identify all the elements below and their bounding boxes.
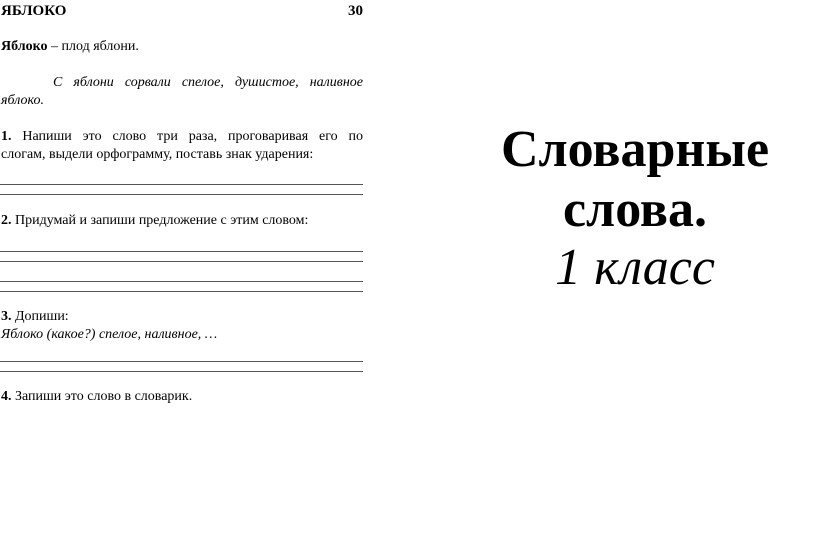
task-4-number: 4. bbox=[1, 389, 12, 404]
definition bbox=[1, 38, 363, 56]
task-1-text: Напиши это слово три раза, проговаривая его по bbox=[11, 129, 363, 144]
title-block bbox=[470, 120, 800, 296]
answer-line bbox=[0, 361, 363, 362]
title-line-3: 1 класс bbox=[555, 239, 715, 296]
task-3-text: Допиши: bbox=[11, 309, 69, 324]
answer-line bbox=[0, 281, 363, 282]
answer-line bbox=[0, 371, 363, 372]
example-line-2: яблоко. bbox=[1, 93, 44, 108]
task-1-line-2: слогам, выдели орфограмму, поставь знак ударения: bbox=[1, 147, 314, 162]
example-line-1: С яблони сорвали спелое, душистое, наливное bbox=[53, 75, 363, 90]
answer-line bbox=[0, 184, 363, 185]
worksheet-page bbox=[0, 0, 364, 537]
task-1-line-1 bbox=[1, 128, 363, 146]
task-3-prompt: Яблоко (какое?) спелое, наливное, … bbox=[1, 327, 218, 342]
entry-word: ЯБЛОКО bbox=[1, 3, 67, 19]
task-2 bbox=[1, 212, 363, 230]
task-4 bbox=[1, 388, 363, 406]
definition-text: – плод яблони. bbox=[47, 39, 139, 54]
definition-term: Яблоко bbox=[1, 39, 48, 54]
answer-line bbox=[0, 261, 363, 262]
task-3-number: 3. bbox=[1, 309, 12, 324]
answer-line bbox=[0, 291, 363, 292]
page-header bbox=[1, 3, 363, 23]
answer-line bbox=[0, 251, 363, 252]
task-2-number: 2. bbox=[1, 213, 12, 228]
task-3 bbox=[1, 308, 363, 326]
answer-line bbox=[0, 194, 363, 195]
title-line-1: Словарные bbox=[500, 121, 770, 178]
page-number: 30 bbox=[348, 3, 363, 19]
title-line-2: слова. bbox=[562, 181, 708, 238]
task-4-text: Запиши это слово в словарик. bbox=[11, 389, 193, 404]
task-1-number: 1. bbox=[1, 129, 12, 144]
task-2-text: Придумай и запиши предложение с этим словом: bbox=[11, 213, 309, 228]
